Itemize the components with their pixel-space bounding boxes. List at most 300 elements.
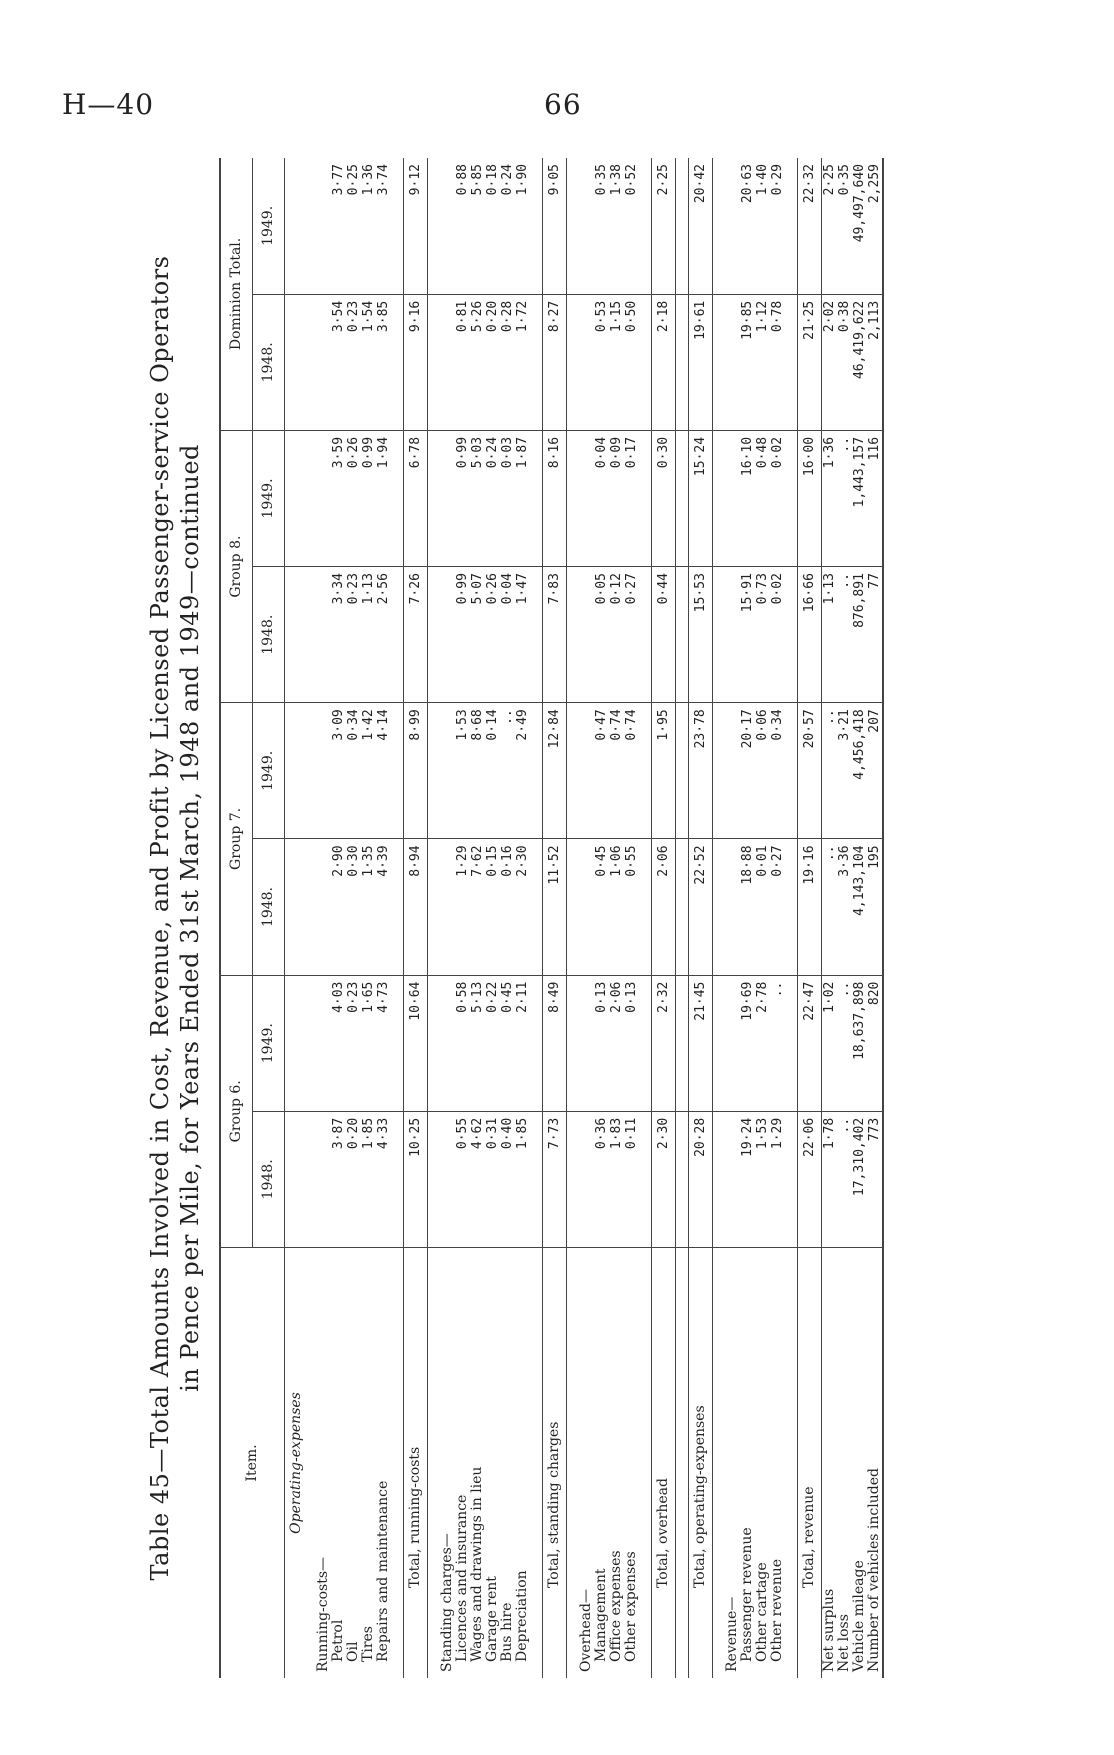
value-cell: 77: [867, 567, 883, 703]
value-cell: 0·48: [755, 430, 770, 566]
spacer-cell: [676, 839, 689, 975]
spacer-cell: [428, 158, 441, 294]
spacer-cell: [567, 158, 580, 294]
spacer-cell: [530, 839, 543, 975]
value-cell: 1·95: [652, 703, 676, 839]
value-cell: 0·05: [594, 567, 609, 703]
value-cell: 0·02: [770, 430, 785, 566]
value-cell: 1·54: [361, 294, 376, 430]
value-cell: [579, 839, 594, 975]
value-cell: 11·52: [543, 839, 567, 975]
year-header: 1948.: [253, 839, 285, 975]
spacer-cell: [391, 975, 404, 1111]
value-cell: 4·62: [470, 1111, 485, 1247]
value-cell: 4·03: [331, 975, 346, 1111]
row-label: Bus hire: [499, 1602, 515, 1662]
value-cell: 7·73: [543, 1111, 567, 1247]
value-cell: [725, 294, 740, 430]
year-header: 1948.: [253, 1111, 285, 1247]
page-reference: H—40: [62, 88, 155, 121]
value-cell: 8·16: [543, 430, 567, 566]
row-label: Operating-expenses: [288, 1392, 304, 1534]
value-cell: 0·11: [624, 1111, 639, 1247]
value-cell: 3·77: [331, 158, 346, 294]
spacer-cell: [304, 839, 316, 975]
spacer-cell: [676, 1111, 689, 1247]
value-cell: 207: [867, 703, 883, 839]
row-label: Oil: [345, 1641, 361, 1662]
spacer-cell: [639, 839, 652, 975]
row-label: Standing charges—: [439, 1533, 455, 1672]
row-label: Petrol: [330, 1619, 346, 1662]
value-cell: 19·85: [740, 294, 755, 430]
spacer-cell: [530, 703, 543, 839]
spacer-cell: [639, 1111, 652, 1247]
value-cell: 0·23: [346, 294, 361, 430]
value-cell: 0·20: [346, 1111, 361, 1247]
spacer-cell: [713, 567, 726, 703]
spacer-cell: [391, 839, 404, 975]
row-label: Net surplus: [821, 1588, 837, 1672]
value-cell: 0·23: [346, 567, 361, 703]
value-cell: 3·36: [837, 839, 852, 975]
value-cell: [285, 294, 305, 430]
value-cell: 5·13: [470, 975, 485, 1111]
cost-revenue-table: [219, 158, 884, 1678]
spacer-cell: [785, 567, 798, 703]
value-cell: 3·85: [376, 294, 391, 430]
row-label: Total, overhead: [652, 1247, 676, 1678]
spacer-cell: [304, 158, 316, 294]
value-cell: [725, 703, 740, 839]
value-cell: 0·28: [500, 294, 515, 430]
spacer-cell: [391, 430, 404, 566]
table-row: [740, 158, 755, 1678]
row-label: Passenger revenue: [739, 1527, 755, 1662]
value-cell: 4·14: [376, 703, 391, 839]
value-cell: [725, 975, 740, 1111]
value-cell: 5·07: [470, 567, 485, 703]
value-cell: 2·25: [822, 158, 838, 294]
item-column-header: Item.: [220, 1247, 285, 1678]
group-7-header: Group 7.: [220, 703, 253, 975]
value-cell: 3·21: [837, 703, 852, 839]
spacer-cell: [567, 1111, 580, 1247]
value-cell: 1·85: [515, 1111, 530, 1247]
spacer-cell: [530, 975, 543, 1111]
spacer-cell: [391, 1111, 404, 1247]
spacer-cell: [639, 567, 652, 703]
spacer-row: [391, 158, 404, 1678]
spacer-cell: [785, 703, 798, 839]
value-cell: 0·06: [755, 703, 770, 839]
value-cell: 5·85: [470, 158, 485, 294]
value-cell: 1·35: [361, 839, 376, 975]
value-cell: 0·50: [624, 294, 639, 430]
spacer-cell: [676, 430, 689, 566]
value-cell: 2·06: [652, 839, 676, 975]
value-cell: 116: [867, 430, 883, 566]
value-cell: [440, 158, 455, 294]
value-cell: 22·06: [798, 1111, 822, 1247]
value-cell: 2·02: [822, 294, 838, 430]
value-cell: 0·14: [485, 703, 500, 839]
value-cell: 0·24: [485, 430, 500, 566]
row-label: Running-costs—: [315, 1556, 331, 1672]
row-label: Garage rent: [484, 1576, 500, 1662]
value-cell: 0·02: [770, 567, 785, 703]
value-cell: 1·40: [755, 158, 770, 294]
spacer-cell: [676, 1247, 689, 1678]
row-label: Depreciation: [514, 1570, 530, 1662]
spacer-cell: [713, 158, 726, 294]
value-cell: 0·18: [485, 158, 500, 294]
value-cell: 20·28: [689, 1111, 713, 1247]
value-cell: 8·99: [404, 703, 428, 839]
value-cell: 0·13: [594, 975, 609, 1111]
spacer-cell: [785, 430, 798, 566]
value-cell: 1·94: [376, 430, 391, 566]
table-row: [852, 158, 867, 1678]
value-cell: [316, 430, 331, 566]
value-cell: 1·13: [361, 567, 376, 703]
value-cell: 0·35: [594, 158, 609, 294]
spacer-cell: [428, 703, 441, 839]
value-cell: 0·73: [755, 567, 770, 703]
value-cell: 21·45: [689, 975, 713, 1111]
group-8-header: Group 8.: [220, 430, 253, 702]
value-cell: 0·36: [594, 1111, 609, 1247]
spacer-cell: [428, 1111, 441, 1247]
year-header: 1949.: [253, 158, 285, 294]
value-cell: 0·26: [485, 567, 500, 703]
table-row: [689, 158, 713, 1678]
value-cell: 5·03: [470, 430, 485, 566]
row-label: Wages and drawings in lieu: [469, 1466, 485, 1662]
value-cell: [440, 839, 455, 975]
value-cell: [725, 430, 740, 566]
table-row: [867, 158, 883, 1678]
value-cell: [725, 567, 740, 703]
value-cell: 8·68: [470, 703, 485, 839]
value-cell: 10·64: [404, 975, 428, 1111]
value-cell: [285, 567, 305, 703]
value-cell: 0·16: [500, 839, 515, 975]
row-label: Management: [593, 1568, 609, 1662]
spacer-cell: [676, 975, 689, 1111]
value-cell: 195: [867, 839, 883, 975]
value-cell: 0·27: [624, 567, 639, 703]
spacer-cell: [639, 703, 652, 839]
value-cell: 8·49: [543, 975, 567, 1111]
spacer-cell: [428, 839, 441, 975]
spacer-cell: [713, 703, 726, 839]
value-cell: 1·38: [609, 158, 624, 294]
value-cell: [725, 839, 740, 975]
table-row: [440, 158, 455, 1678]
spacer-cell: [391, 294, 404, 430]
value-cell: 0·74: [624, 703, 639, 839]
row-label: Overhead—: [578, 1589, 594, 1672]
spacer-cell: [785, 975, 798, 1111]
value-cell: ..: [837, 975, 852, 1111]
row-label: Repairs and maintenance: [375, 1480, 391, 1662]
value-cell: 4·39: [376, 839, 391, 975]
value-cell: 2·30: [652, 1111, 676, 1247]
rotated-content: [145, 148, 969, 1688]
value-cell: 16·00: [798, 430, 822, 566]
spacer-cell: [530, 1247, 543, 1678]
table-row: [543, 158, 567, 1678]
value-cell: 0·29: [770, 158, 785, 294]
value-cell: 8·94: [404, 839, 428, 975]
spacer-row: [428, 158, 441, 1678]
value-cell: [579, 567, 594, 703]
value-cell: 16·10: [740, 430, 755, 566]
spacer-cell: [428, 294, 441, 430]
value-cell: 4,456,418: [852, 703, 867, 839]
value-cell: 10·25: [404, 1111, 428, 1247]
spacer-cell: [530, 294, 543, 430]
table-row: [346, 158, 361, 1678]
value-cell: 2·56: [376, 567, 391, 703]
table-row: [376, 158, 391, 1678]
value-cell: 0·44: [652, 567, 676, 703]
spacer-cell: [530, 158, 543, 294]
value-cell: [316, 703, 331, 839]
value-cell: [285, 1111, 305, 1247]
spacer-cell: [713, 1111, 726, 1247]
value-cell: [440, 430, 455, 566]
table-title-line-2: in Pence per Mile, for Years Ended 31st March, 1948 and 1949—continued: [176, 444, 204, 1392]
value-cell: 1·53: [455, 703, 470, 839]
value-cell: 1·65: [361, 975, 376, 1111]
value-cell: 2·90: [331, 839, 346, 975]
row-label: Other revenue: [769, 1558, 785, 1662]
spacer-cell: [391, 158, 404, 294]
table-row: [455, 158, 470, 1678]
value-cell: 0·34: [346, 703, 361, 839]
value-cell: [285, 839, 305, 975]
value-cell: 1·02: [822, 975, 838, 1111]
spacer-cell: [530, 430, 543, 566]
year-header: 1948.: [253, 567, 285, 703]
table-row: [652, 158, 676, 1678]
value-cell: 16·66: [798, 567, 822, 703]
value-cell: 1,443,157: [852, 430, 867, 566]
value-cell: [440, 1111, 455, 1247]
value-cell: 4·73: [376, 975, 391, 1111]
value-cell: [579, 1111, 594, 1247]
value-cell: ..: [837, 1111, 852, 1247]
spacer-cell: [530, 1111, 543, 1247]
table-row: [485, 158, 500, 1678]
year-header: 1949.: [253, 703, 285, 839]
value-cell: 773: [867, 1111, 883, 1247]
value-cell: 820: [867, 975, 883, 1111]
row-label: Licences and insurance: [454, 1494, 470, 1662]
spacer-cell: [567, 567, 580, 703]
row-label: Total, standing charges: [543, 1247, 567, 1678]
value-cell: 1·06: [609, 839, 624, 975]
spacer-row: [304, 158, 316, 1678]
row-label: Total, running-costs: [404, 1247, 428, 1678]
row-label: Other cartage: [754, 1562, 770, 1662]
value-cell: 0·88: [455, 158, 470, 294]
value-cell: [440, 703, 455, 839]
value-cell: 0·30: [652, 430, 676, 566]
value-cell: 0·74: [609, 703, 624, 839]
value-cell: 19·69: [740, 975, 755, 1111]
value-cell: 5·26: [470, 294, 485, 430]
spacer-cell: [713, 975, 726, 1111]
value-cell: ..: [822, 839, 838, 975]
table-row: [755, 158, 770, 1678]
value-cell: 0·30: [346, 839, 361, 975]
value-cell: 0·17: [624, 430, 639, 566]
table-row: [285, 158, 305, 1678]
spacer-cell: [713, 839, 726, 975]
spacer-cell: [676, 703, 689, 839]
value-cell: 1·15: [609, 294, 624, 430]
table-row: [798, 158, 822, 1678]
spacer-cell: [567, 294, 580, 430]
value-cell: 2·49: [515, 703, 530, 839]
value-cell: 0·31: [485, 1111, 500, 1247]
spacer-cell: [567, 430, 580, 566]
row-label: Tires: [360, 1626, 376, 1662]
value-cell: 0·78: [770, 294, 785, 430]
table-body: [285, 158, 884, 1678]
table-row: [500, 158, 515, 1678]
value-cell: 0·40: [500, 1111, 515, 1247]
dominion-total-header: Dominion Total.: [220, 158, 253, 430]
spacer-cell: [676, 294, 689, 430]
value-cell: 19·61: [689, 294, 713, 430]
value-cell: ..: [837, 430, 852, 566]
value-cell: [316, 567, 331, 703]
row-label: Revenue—: [724, 1596, 740, 1672]
value-cell: 2·30: [515, 839, 530, 975]
value-cell: 1·72: [515, 294, 530, 430]
spacer-cell: [639, 1247, 652, 1678]
value-cell: 0·23: [346, 975, 361, 1111]
value-cell: 21·25: [798, 294, 822, 430]
rotated-table-area: [145, 148, 969, 1688]
spacer-cell: [304, 294, 316, 430]
value-cell: 1·36: [822, 430, 838, 566]
value-cell: 0·99: [455, 567, 470, 703]
value-cell: 22·47: [798, 975, 822, 1111]
value-cell: 0·58: [455, 975, 470, 1111]
value-cell: [725, 1111, 740, 1247]
value-cell: 1·78: [822, 1111, 838, 1247]
spacer-cell: [567, 703, 580, 839]
value-cell: 9·05: [543, 158, 567, 294]
value-cell: 0·55: [624, 839, 639, 975]
value-cell: [440, 567, 455, 703]
spacer-cell: [391, 703, 404, 839]
spacer-cell: [639, 158, 652, 294]
value-cell: 19·16: [798, 839, 822, 975]
row-label: Other expenses: [623, 1551, 639, 1662]
value-cell: [579, 294, 594, 430]
value-cell: 0·45: [594, 839, 609, 975]
value-cell: [285, 158, 305, 294]
value-cell: 0·55: [455, 1111, 470, 1247]
row-label: Office expenses: [608, 1550, 624, 1662]
value-cell: 0·53: [594, 294, 609, 430]
value-cell: 876,891: [852, 567, 867, 703]
value-cell: 1·42: [361, 703, 376, 839]
value-cell: [285, 430, 305, 566]
value-cell: 3·54: [331, 294, 346, 430]
table-row: [624, 158, 639, 1678]
table-row: [579, 158, 594, 1678]
value-cell: 22·52: [689, 839, 713, 975]
year-header: 1949.: [253, 975, 285, 1111]
value-cell: [316, 158, 331, 294]
spacer-cell: [567, 839, 580, 975]
value-cell: 2,259: [867, 158, 883, 294]
value-cell: 1·29: [770, 1111, 785, 1247]
value-cell: [285, 975, 305, 1111]
value-cell: ..: [500, 703, 515, 839]
value-cell: 1·85: [361, 1111, 376, 1247]
spacer-cell: [391, 567, 404, 703]
value-cell: 46,419,622: [852, 294, 867, 430]
value-cell: [316, 294, 331, 430]
table-row: [594, 158, 609, 1678]
table-row: [515, 158, 530, 1678]
spacer-cell: [785, 839, 798, 975]
value-cell: 0·04: [500, 567, 515, 703]
value-cell: 0·99: [455, 430, 470, 566]
value-cell: [579, 975, 594, 1111]
value-cell: 0·09: [609, 430, 624, 566]
spacer-row: [530, 158, 543, 1678]
value-cell: 15·24: [689, 430, 713, 566]
value-cell: 15·91: [740, 567, 755, 703]
spacer-row: [567, 158, 580, 1678]
value-cell: 0·99: [361, 430, 376, 566]
table-row: [470, 158, 485, 1678]
table-row: [609, 158, 624, 1678]
value-cell: 7·26: [404, 567, 428, 703]
value-cell: 9·16: [404, 294, 428, 430]
value-cell: 0·45: [500, 975, 515, 1111]
value-cell: 0·04: [594, 430, 609, 566]
value-cell: 19·24: [740, 1111, 755, 1247]
value-cell: 0·24: [500, 158, 515, 294]
value-cell: 2·78: [755, 975, 770, 1111]
value-cell: 0·47: [594, 703, 609, 839]
value-cell: 0·34: [770, 703, 785, 839]
value-cell: 0·15: [485, 839, 500, 975]
spacer-cell: [676, 158, 689, 294]
spacer-row: [713, 158, 726, 1678]
value-cell: 20·17: [740, 703, 755, 839]
value-cell: 3·09: [331, 703, 346, 839]
table-row: [837, 158, 852, 1678]
value-cell: 0·01: [755, 839, 770, 975]
table-title-line-1: Table 45—Total Amounts Involved in Cost, Revenue, and Profit by Licensed Passenger-service Operators: [146, 255, 174, 1581]
row-label: Total, revenue: [798, 1247, 822, 1678]
value-cell: 0·81: [455, 294, 470, 430]
row-label: Vehicle mileage: [851, 1560, 867, 1672]
value-cell: 20·63: [740, 158, 755, 294]
value-cell: ..: [837, 567, 852, 703]
